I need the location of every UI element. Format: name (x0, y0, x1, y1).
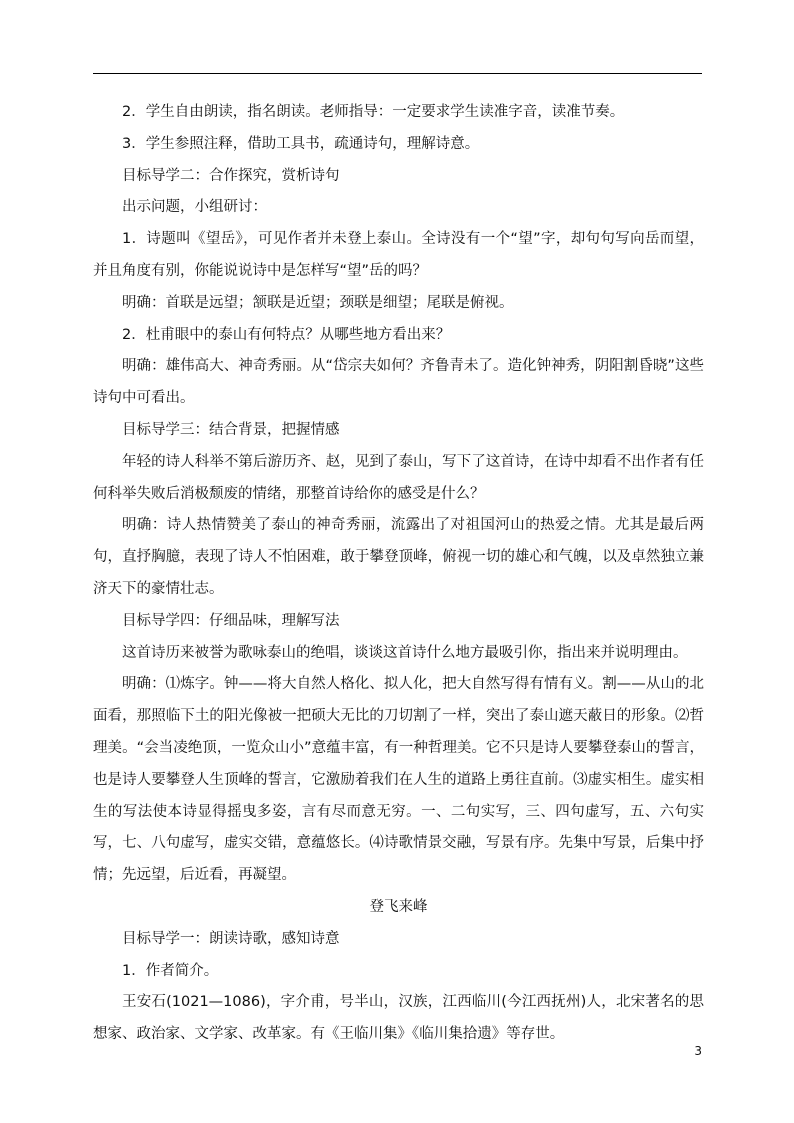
paragraph-annotation-study: 3．学生参照注释，借助工具书，疏通诗句，理解诗意。 (122, 135, 480, 152)
section-heading-goal-3: 目标导学三：结合背景，把握情感 (122, 421, 340, 438)
document-body (93, 97, 704, 1051)
section-heading-goal-2: 目标导学二：合作探究，赏析诗句 (122, 167, 340, 184)
poem-title: 登飞来峰 (369, 898, 428, 915)
answer-1: 明确：首联是远望；颔联是近望；颈联是细望；尾联是俯视。 (122, 294, 514, 311)
question-2: 2．杜甫眼中的泰山有何特点？从哪些地方看出来？ (122, 326, 451, 343)
paragraph-reading-guidance: 2．学生自由朗读，指名朗读。老师指导：一定要求学生读准字音，读准节奏。 (122, 104, 625, 120)
paragraph-group-discussion: 出示问题，小组研讨： (122, 199, 267, 216)
page-number: 3 (694, 1044, 702, 1058)
section-heading-goal-1: 目标导学一：朗读诗歌，感知诗意 (122, 930, 340, 947)
answer-2: 明确：雄伟高大、神奇秀丽。从“岱宗夫如何？齐鲁青未了。造化钟神秀，阴阳割昏晓”这些诗句中可看出。 (93, 358, 704, 407)
author-intro-text: 王安石(1021—1086)，字介甫，号半山，汉族，江西临川(今江西抚州)人，北宋著名的思想家、政治家、文学家、改革家。有《王临川集》《临川集拾遗》等存世。 (93, 994, 704, 1043)
author-intro-heading: 1．作者简介。 (122, 962, 219, 979)
header-rule (93, 73, 702, 74)
section-heading-goal-4: 目标导学四：仔细品味，理解写法 (122, 612, 340, 629)
answer-4: 明确：⑴炼字。钟——将大自然人格化、拟人化，把大自然写得有情有义。割——从山的北面看，那照临下土的阳光像被一把硕大无比的刀切割了一样，突出了泰山遮天蔽日的形象。⑵哲理美。“会当凌绝顶，一览众山小”意蕴丰富，有一种哲理美。它不只是诗人要攀登泰山的誓言，也是诗人要攀登人生顶峰的誓言，它激励着我们在人生的道路上勇往直前。⑶虚实相生。虚实相生的写法使本诗显得摇曳多姿，言有尽而意无穷。一、二句实写，三、四句虚写，五、六句实写，七、八句虚写，虚实交错，意蕴悠长。⑷诗歌情景交融，写景有序。先集中写景，后集中抒情；先远望，后近看，再凝望。 (93, 676, 704, 884)
question-3: 年轻的诗人科举不第后游历齐、赵，见到了泰山，写下了这首诗，在诗中却看不出作者有任何科举失败后消极颓废的情绪，那整首诗给你的感受是什么？ (93, 453, 704, 502)
question-1: 1．诗题叫《望岳》，可见作者并未登上泰山。全诗没有一个“望”字，却句句写向岳而望，并且角度有别，你能说说诗中是怎样写“望”岳的吗？ (93, 231, 704, 279)
question-4: 这首诗历来被誉为歌咏泰山的绝唱，谈谈这首诗什么地方最吸引你，指出来并说明理由。 (122, 644, 688, 661)
answer-3: 明确：诗人热情赞美了泰山的神奇秀丽，流露出了对祖国河山的热爱之情。尤其是最后两句，直抒胸臆，表现了诗人不怕困难，敢于攀登顶峰，俯视一切的雄心和气魄，以及卓然独立兼济天下的豪情壮志。 (93, 517, 704, 597)
